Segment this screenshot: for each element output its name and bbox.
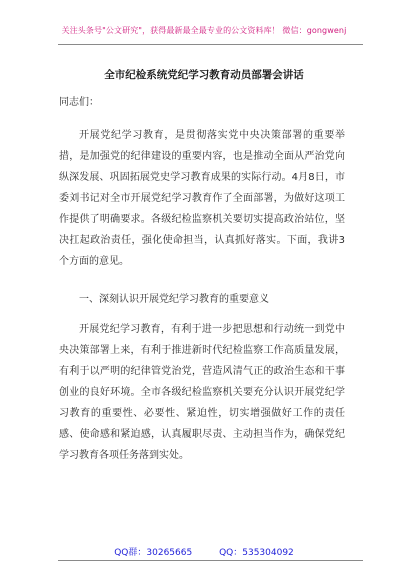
footer-contact (0, 545, 408, 558)
salutation: 同志们： (59, 97, 99, 108)
footer-divider (58, 560, 363, 561)
header-notice: 关注头条号"公文研究"，获得最新最全最专业的公文资料库！ 微信：gongwenj (61, 26, 347, 35)
header-divider (58, 44, 363, 45)
paragraph-1: 开展党纪学习教育，是贯彻落实党中央决策部署的重要举措，是加强党的纪律建设的重要内容，也是推动全面从严治党向纵深发展、巩固拓展党史学习教育成果的实际行动。4月8日，市委刘书记对全市开展党纪学习教育作了全面部署，为做好这项工作提供了明确要求。各级纪检监察机关要切实提高政治站位，坚决扛起政治责任，强化使命担当，认真抓好落实。下面，我讲3个方面的意见。 (59, 130, 345, 267)
document-title: 全市纪检系统党纪学习教育动员部署会讲话 (104, 69, 304, 81)
footer-qq-number: QQ：535304092 (219, 548, 294, 558)
footer-qq-group: QQ群：30265665 (114, 548, 193, 558)
paragraph-2: 开展党纪学习教育，有利于进一步把思想和行动统一到党中央决策部署上来，有利于推进新时代纪检监察工作高质量发展，有利于以严明的纪律管党治党，营造风清气正的政治生态和干事创业的良好环境。全市各级纪检监察机关要充分认识开展党纪学习教育的重要性、必要性、紧迫性，切实增强做好工作的责任感、使命感和紧迫感，认真履职尽责、主动担当作为，确保党纪学习教育各项任务落到实处。 (59, 324, 345, 461)
section-heading-1: 一、深刻认识开展党纪学习教育的重要意义 (79, 294, 269, 305)
